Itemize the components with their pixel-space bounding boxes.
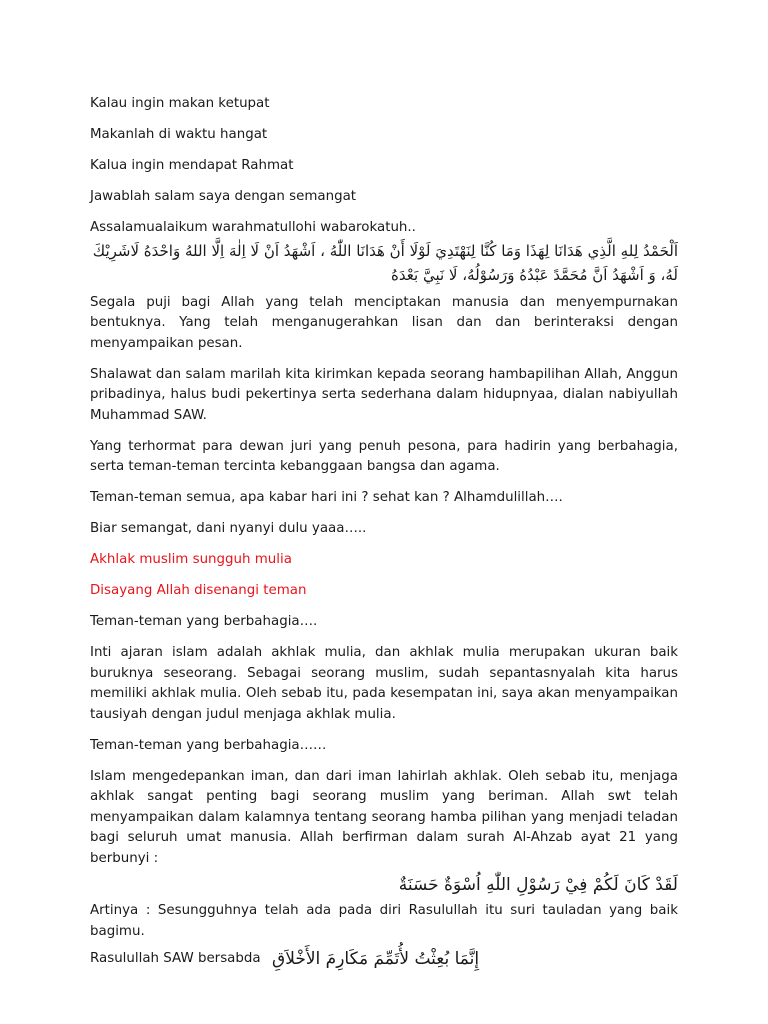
paragraph-praise: Segala puji bagi Allah yang telah menciptakan manusia dan menyempurnakan bentuknya. Yang telah menganugerahkan lisan dan dan berinteraksi dengan menyampaikan pesan. — [90, 294, 678, 351]
verse-meaning: Artinya : Sesungguhnya telah ada pada diri Rasulullah itu suri tauladan yang baik bagimu. — [90, 903, 678, 939]
pantun-line-3: Kalua ingin mendapat Rahmat — [90, 158, 294, 173]
paragraph-iman-akhlak: Islam mengedepankan iman, dan dari iman lahirlah akhlak. Oleh sebab itu, menjaga akhlak sangat penting bagi seorang muslim yang beriman. Allah swt telah menyampaikan dalam kalamnya tentang seorang hamba pilihan yang menjadi teladan bagi seluruh umat manusia. Allah berfirman dalam surah Al-Ahzab ayat 21 yang berbunyi : — [90, 768, 678, 866]
salam-greeting: Assalamualaikum warahmatullohi wabarokatuh.. — [90, 220, 416, 235]
hadith-arabic: إِنَّمَا بُعِثْتُ لأُتَمِّمَ مَكَارِمَ الأَخْلاَقِ — [272, 949, 480, 969]
paragraph-shalawat: Shalawat dan salam marilah kita kirimkan kepada seorang hambapilihan Allah, Anggun pribadinya, halus budi pekertinya serta sederhana dalam hidupnyaa, dialan nabiyullah Muhammad SAW. — [90, 366, 678, 423]
paragraph-how-are-you: Teman-teman semua, apa kabar hari ini ? sehat kan ? Alhamdulillah…. — [90, 490, 563, 505]
verse-al-ahzab-21: لَقَدْ كَانَ لَكُمْ فِيْ رَسُوْلِ اللّٰهِ اُسْوَةٌ حَسَنَةٌ — [398, 875, 678, 895]
pantun-line-4: Jawablah salam saya dengan semangat — [90, 189, 357, 204]
paragraph-greeting-jury: Yang terhormat para dewan juri yang penuh pesona, para hadirin yang berbahagia, serta teman-teman tercinta kebanggaan bangsa dan agama. — [90, 438, 678, 474]
pantun-line-2: Makanlah di waktu hangat — [90, 127, 268, 142]
paragraph-core-teaching: Inti ajaran islam adalah akhlak mulia, dan akhlak mulia merupakan ukuran baik buruknya seseorang. Sebagai seorang muslim, sudah sepantasnyalah kita harus memiliki akhlak mulia. Oleh sebab itu, pada kesempatan ini, saya akan menyampaikan tausiyah dengan judul menjaga akhlak mulia. — [90, 645, 678, 722]
paragraph-sing-intro: Biar semangat, dani nyanyi dulu yaaa….. — [90, 521, 367, 536]
paragraph-friends-1: Teman-teman yang berbahagia…. — [90, 614, 318, 629]
paragraph-friends-2: Teman-teman yang berbahagia…… — [90, 737, 327, 753]
hadith-label: Rasulullah SAW bersabda — [90, 951, 261, 966]
arabic-opening-prayer: اَلْحَمْدُ لِلهِ الَّذِي هَدَانَا لِهَذَا وَمَا كُنَّا لِنَهْتَدِيَ لَوْلَا أَنْ هَدَانَا اللّٰهُ ، اَشْهَدُ اَنْ لَا اِلٰهَ اِلَّا اللهُ وَاحْدَهُ لَاشَرِيْكَ لَهُ، وَ اَشْهَدُ اَنَّ مُحَمَّدً عَبْدُهُ وَرَسُوْلُهُ، لَا نَبِيَّ بَعْدَهُ — [92, 241, 678, 284]
song-line-1: Akhlak muslim sungguh mulia — [90, 552, 292, 567]
hadith-row — [90, 948, 678, 970]
pantun-line-1: Kalau ingin makan ketupat — [90, 96, 270, 111]
song-line-2: Disayang Allah disenangi teman — [90, 583, 307, 598]
